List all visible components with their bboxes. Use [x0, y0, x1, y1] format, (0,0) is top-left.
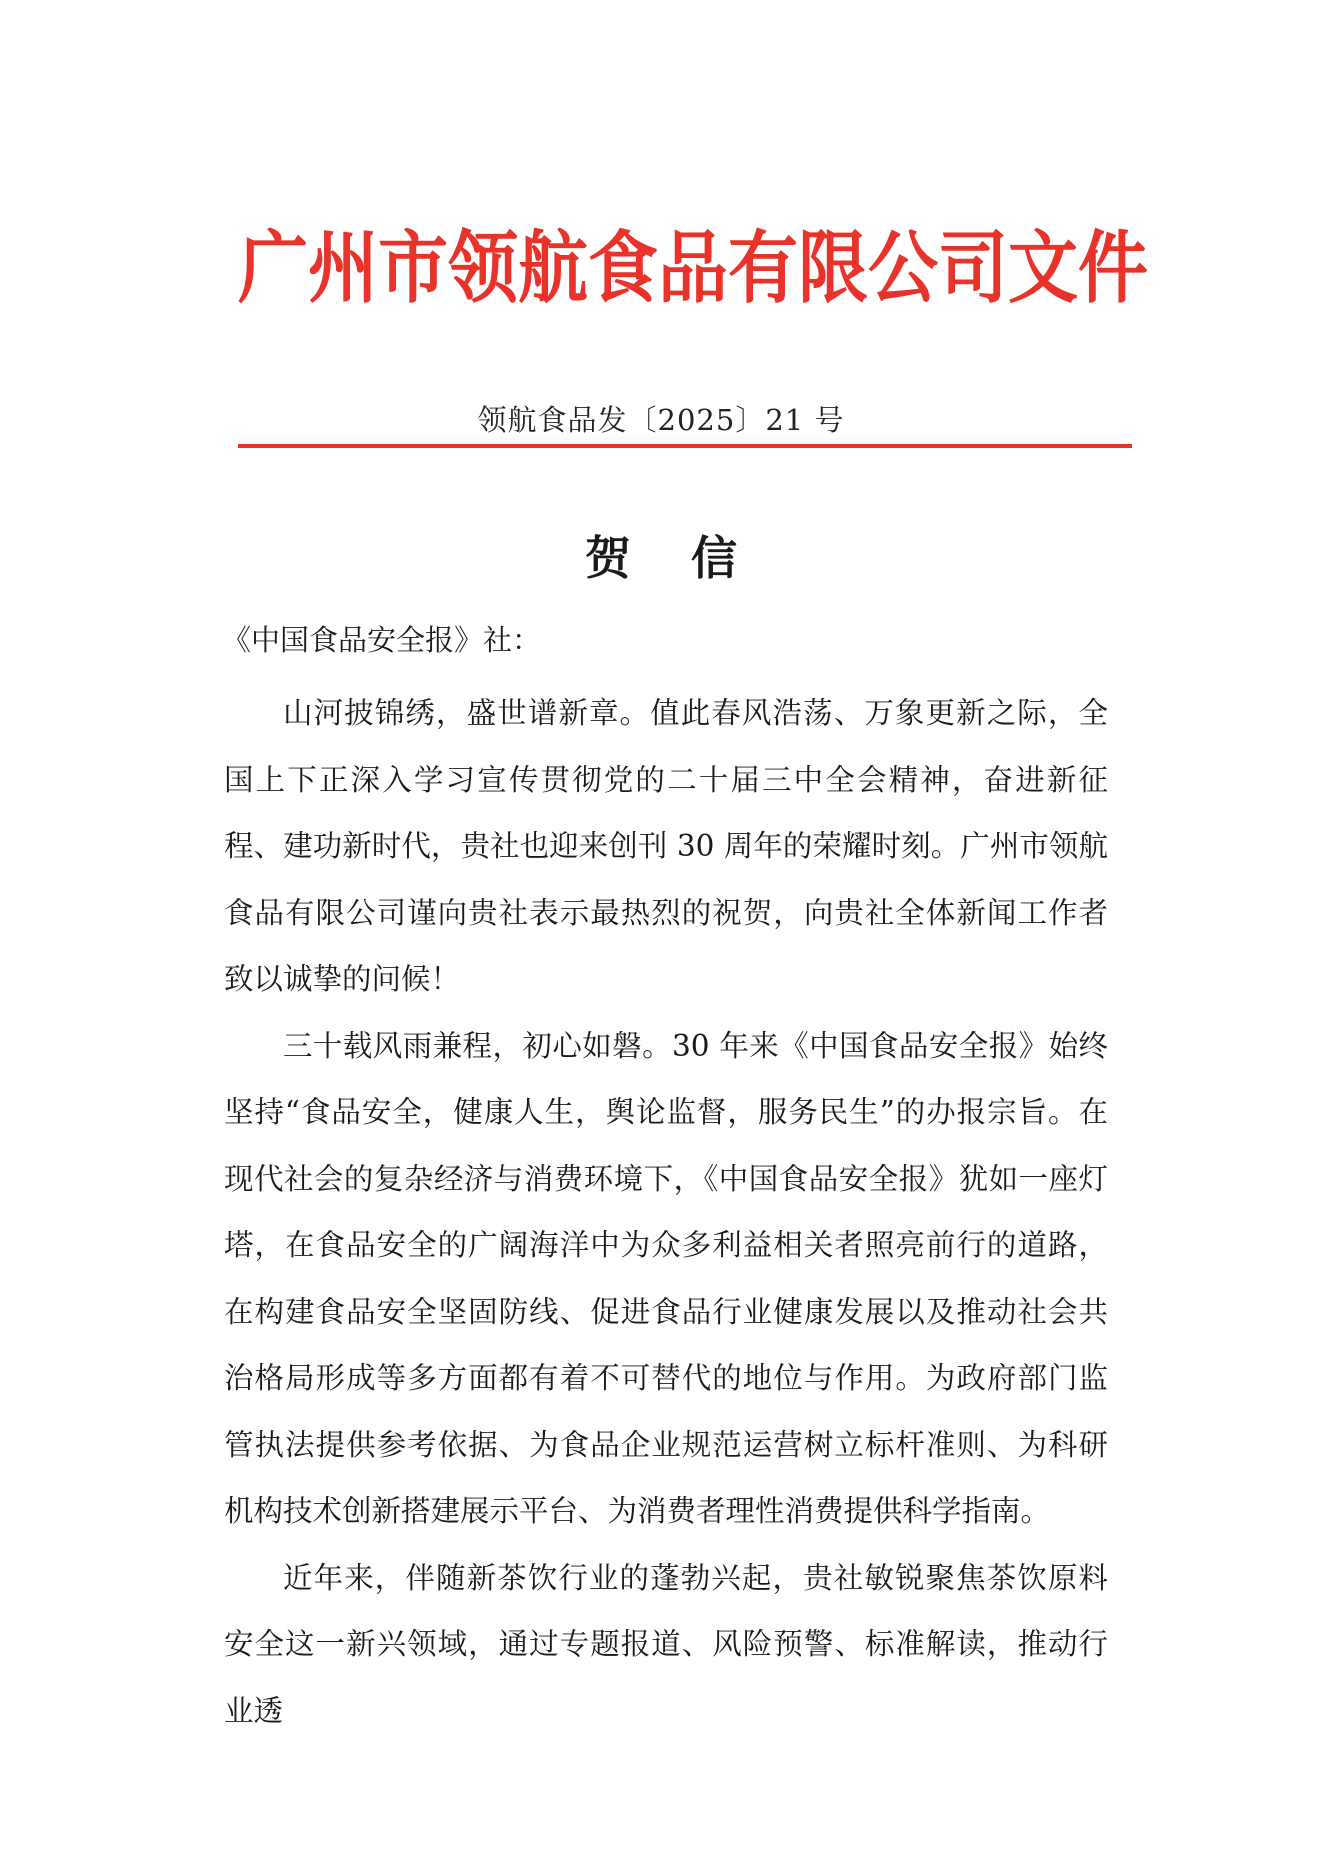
header-title-char: 品: [658, 222, 728, 314]
header-title-char: 食: [588, 222, 658, 314]
header-title-char: 广: [238, 222, 308, 314]
letter-salutation: 《中国食品安全报》社：: [222, 623, 542, 657]
document-number: 领航食品发〔2025〕21 号: [477, 403, 845, 437]
header-title-char: 市: [378, 222, 448, 314]
document-header-title: [238, 218, 1148, 318]
body-paragraph-1: 山河披锦绣，盛世谱新章。值此春风浩荡、万象更新之际，全国上下正深入学习宣传贯彻党的二十届三中全会精神，奋进新征程、建功新时代，贵社也迎来创刊 30 周年的荣耀时刻。广州市领航食品有限公司谨向贵社表示最热烈的祝贺，向贵社全体新闻工作者致以诚挚的问候！: [224, 696, 1108, 996]
header-title-char: 件: [1078, 222, 1148, 314]
header-title-char: 文: [1008, 222, 1078, 314]
header-title-char: 限: [798, 222, 868, 314]
header-title-char: 有: [728, 222, 798, 314]
header-title-char: 司: [938, 222, 1008, 314]
letter-title: 贺信: [585, 531, 797, 585]
letter-body: [224, 680, 1108, 1744]
body-paragraph-2: 三十载风雨兼程，初心如磐。30 年来《中国食品安全报》始终坚持“食品安全，健康人生，舆论监督，服务民生”的办报宗旨。在现代社会的复杂经济与消费环境下，《中国食品安全报》犹如一座灯塔，在食品安全的广阔海洋中为众多利益相关者照亮前行的道路，在构建食品安全坚固防线、促进食品行业健康发展以及推动社会共治格局形成等多方面都有着不可替代的地位与作用。为政府部门监管执法提供参考依据、为食品企业规范运营树立标杆准则、为科研机构技术创新搭建展示平台、为消费者理性消费提供科学指南。: [224, 1028, 1108, 1528]
header-title-char: 州: [308, 222, 378, 314]
red-divider-line: [238, 444, 1132, 448]
body-paragraph-3: 近年来，伴随新茶饮行业的蓬勃兴起，贵社敏锐聚焦茶饮原料安全这一新兴领域，通过专题报道、风险预警、标准解读，推动行业透: [224, 1560, 1108, 1728]
header-title-char: 领: [448, 222, 518, 314]
header-title-char: 公: [868, 222, 938, 314]
header-title-char: 航: [518, 222, 588, 314]
